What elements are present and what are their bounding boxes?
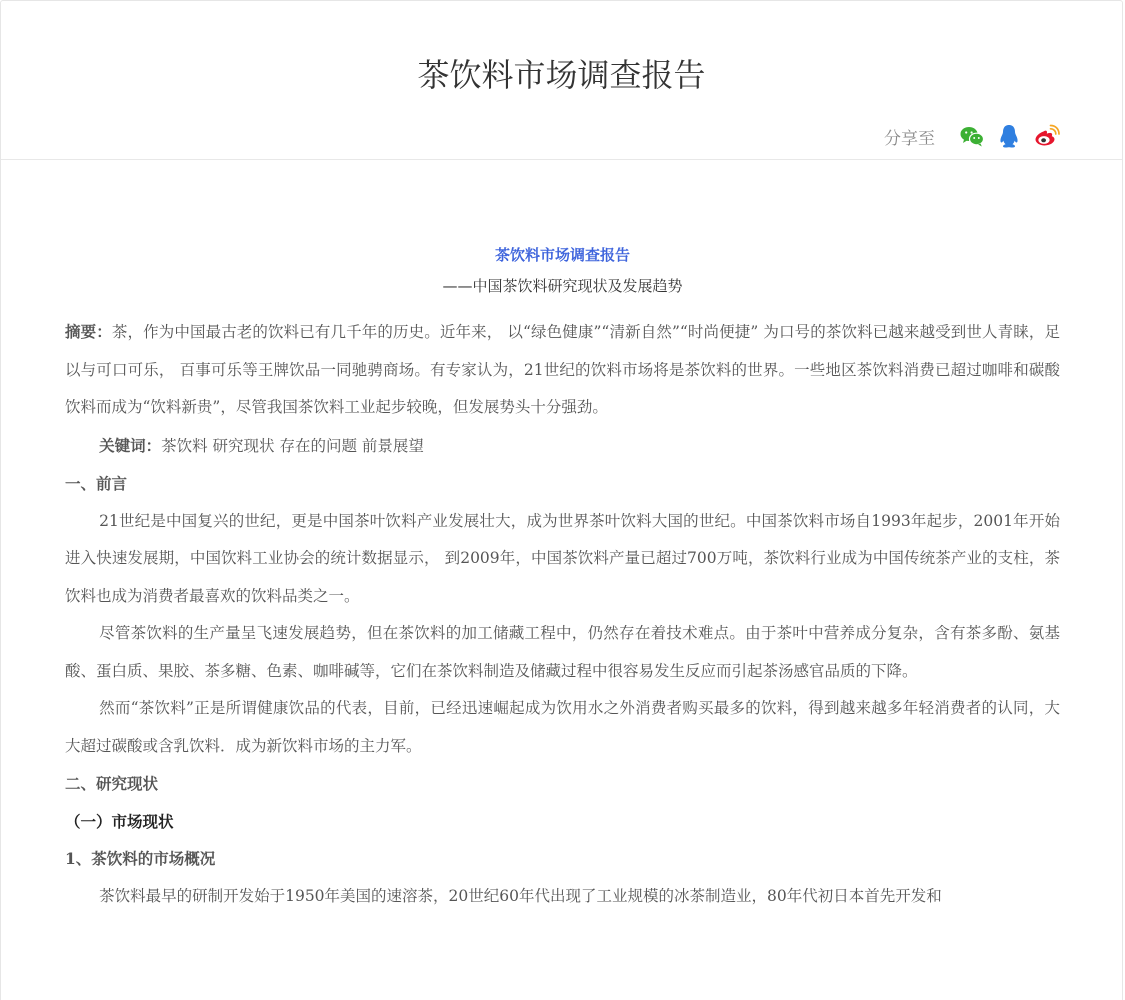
weibo-icon[interactable] — [1032, 122, 1060, 150]
intro-paragraph-2: 尽管茶饮料的生产量呈飞速发展趋势，但在茶饮料的加工储藏工程中，仍然存在着技术难点。由于茶叶中营养成分复杂，含有茶多酚、氨基酸、蛋白质、果胶、茶多糖、色素、咖啡碱等，它们在茶饮料制造及储藏过程中很容易发生反应而引起茶汤感官品质的下降。 — [65, 624, 1060, 680]
article-content — [65, 241, 1060, 915]
abstract-label: 摘要： — [65, 322, 112, 341]
document-title: 茶饮料市场调查报告 — [494, 246, 630, 264]
intro-paragraph-3: 然而“茶饮料”正是所谓健康饮品的代表，目前，已经迅速崛起成为饮用水之外消费者购买最多的饮料，得到越来越多年轻消费者的认同，大大超过碳酸或含乳饮料．成为新饮料市场的主力军。 — [65, 699, 1060, 755]
keywords-label: 关键词： — [99, 435, 162, 455]
share-label: 分享至 — [884, 128, 935, 149]
intro-paragraph-1: 21世纪是中国复兴的世纪，更是中国茶叶饮料产业发展壮大，成为世界茶叶饮料大国的世纪。中国茶饮料市场自1993年起步，2001年开始进入快速发展期，中国饮料工业协会的统计数据显示， 到2009年，中国茶饮料产量已超过700万吨，茶饮料行业成为中国传统茶产业的支柱，茶饮料也成为消费者最喜欢的饮料品类之一。 — [65, 511, 1060, 605]
page-header — [1, 1, 1122, 160]
market-overview-paragraph: 茶饮料最早的研制开发始于1950年美国的速溶茶，20世纪60年代出现了工业规模的冰茶制造业，80年代初日本首先开发和 — [99, 886, 942, 905]
document-subtitle: ——中国茶饮料研究现状及发展趋势 — [442, 277, 683, 295]
keywords-text: 茶饮料 研究现状 存在的问题 前景展望 — [161, 436, 424, 455]
section-heading-research: 二、研究现状 — [65, 774, 159, 793]
abstract-text: 茶，作为中国最古老的饮料已有几千年的历史。近年来， 以“绿色健康”“清新自然”“时尚便捷” 为口号的茶饮料已越来越受到世人青睐，足以与可口可乐， 百事可乐等王牌饮品一同驰骋商场。有专家认为，21世纪的饮料市场将是茶饮料的世界。一些地区茶饮料消费已超过咖啡和碳酸饮料而成为“饮料新贵”，尽管我国茶饮料工业起步较晚，但发展势头十分强劲。 — [65, 323, 1060, 416]
item-heading-market-overview: 1、茶饮料的市场概况 — [65, 849, 216, 868]
wechat-icon[interactable] — [958, 122, 986, 150]
keywords-paragraph — [65, 427, 1060, 466]
qq-icon[interactable] — [995, 122, 1023, 150]
share-bar — [884, 121, 1060, 151]
section-heading-intro: 一、前言 — [65, 474, 128, 493]
page-title: 茶饮料市场调查报告 — [417, 56, 706, 94]
abstract-paragraph — [65, 313, 1060, 427]
subsection-heading-market: （一）市场现状 — [65, 811, 174, 831]
